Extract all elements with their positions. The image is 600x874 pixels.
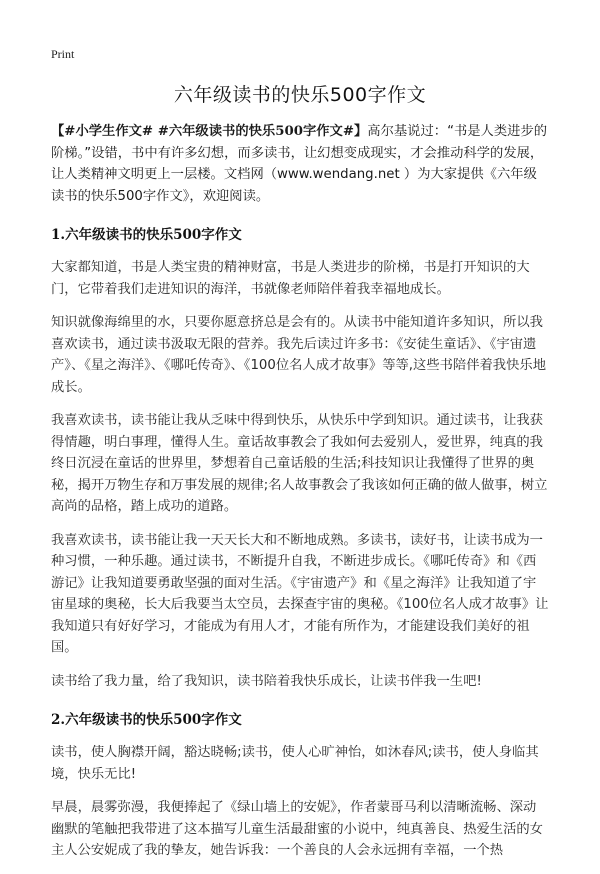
paragraph: 读书，使人胸襟开阔，豁达晓畅;读书，使人心旷神怡，如沐春风;读书，使人身临其境，快乐无比! [51,745,539,782]
intro-paragraph [51,121,549,207]
paragraph: 知识就像海绵里的水，只要你愿意挤总是会有的。从读书中能知道许多知识，所以我喜欢读书，通过读书汲取无限的营养。我先后读过许多书：《安徒生童话》、《宇宙遗产》、《星之海洋》、《哪吒传奇》、《100位名人成才故事》等等,这些书陪伴着我快乐地成长。 [51,315,546,395]
paragraph: 我喜欢读书，读书能让我从乏味中得到快乐，从快乐中学到知识。通过读书，让我获得情趣，明白事理，懂得人生。童话故事教会了我如何去爱别人，爱世界，纯真的我终日沉浸在童话的世界里，梦想着自己童话般的生活;科技知识让我懂得了世界的奥秘，揭开万物生存和万事发展的规律;名人故事教会了我该如何正确的做人做事，树立高尚的品格，踏上成功的道路。 [51,413,548,514]
paragraph: 我喜欢读书，读书能让我一天天长大和不断地成熟。多读书，读好书，让读书成为一种习惯，一种乐趣。通过读书，不断提升自我，不断进步成长。《哪吒传奇》和《西游记》让我知道要勇敢坚强的面对生活。《宇宙遗产》和《星之海洋》让我知道了宇宙星球的奥秘，长大后我要当太空员，去探查宇宙的奥秘。《100位名人成才故事》让我知道只有好好学习，才能成为有用人才，才能有所作为，才能建设我们美好的祖国。 [51,532,549,655]
print-link[interactable]: Print [51,47,75,61]
paragraph: 读书给了我力量，给了我知识，读书陪着我快乐成长，让读书伴我一生吧! [51,673,482,689]
page-title: 六年级读书的快乐500字作文 [173,84,427,106]
section-heading: 1.六年级读书的快乐500字作文 [51,227,242,243]
intro-tag: 【#小学生作文# #六年级读书的快乐500字作文#】 [51,124,368,139]
section-heading: 2.六年级读书的快乐500字作文 [51,712,242,728]
article-body [51,121,549,874]
paragraph: 早晨，晨雾弥漫，我便捧起了《绿山墙上的安妮》，作者蒙哥马利以清晰流畅、深动幽默的笔触把我带进了这本描写儿童生活最甜蜜的小说中，纯真善良、热爱生活的女主人公安妮成了我的挚友，她告诉我：一个善良的人会永远拥有幸福，一个热 [51,800,543,858]
paragraph: 大家都知道，书是人类宝贵的精神财富，书是人类进步的阶梯，书是打开知识的大门，它带着我们走进知识的海洋，书就像老师陪伴着我幸福地成长。 [51,260,530,297]
intro-text: 高尔基说过：“书是人类进步的阶梯。”设错，书中有许多幻想，而多读书，让幻想变成现实，才会推动科学的发展，让人类精神文明更上一层楼。文档网（www.wendang.net ）为大家提供《六年级读书的快乐500字作文》，欢迎阅读。 [51,124,548,204]
